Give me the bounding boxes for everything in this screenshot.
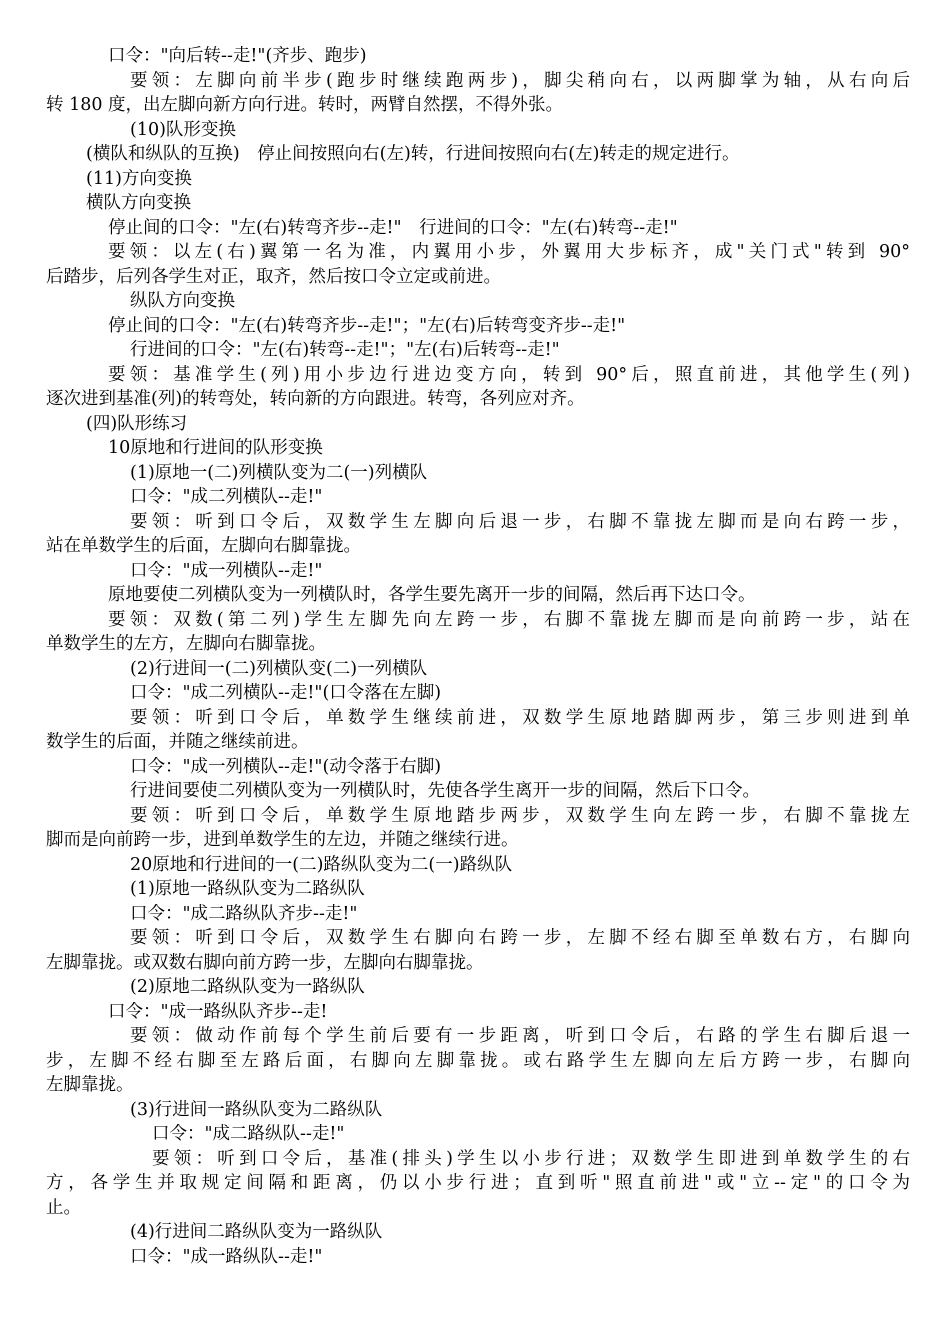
text-line: 停止间的口令："左(右)转弯齐步--走!"；"左(右)后转弯变齐步--走!" (108, 315, 626, 336)
document-body (0, 44, 950, 1269)
text-line: 口令："成一路纵队齐步--走! (108, 1001, 328, 1022)
text-line: 止。 (46, 1197, 81, 1218)
text-line: 转 180 度，出左脚向新方向行进。转时，两臂自然摆，不得外张。 (46, 95, 564, 115)
text-line: 数学生的后面，并随之继续前进。 (46, 732, 309, 752)
text-line: 20原地和行进间的一(二)路纵队变为二(一)路纵队 (130, 854, 513, 875)
text-line: 要领：双数(第二列)学生左脚先向左跨一步，右脚不靠拢左脚而是向前跨一步，站在 (108, 609, 910, 630)
text-line: 单数学生的左方，左脚向右脚靠拢。 (46, 634, 326, 654)
text-line: (10)队形变换 (130, 119, 236, 140)
text-line: (11)方向变换 (86, 168, 192, 189)
text-line: 后踏步，后列各学生对正，取齐，然后按口令立定或前进。 (46, 266, 501, 287)
text-line: (4)行进间二路纵队变为一路纵队 (130, 1222, 383, 1242)
text-line: 要领：听到口令后，单数学生继续前进，双数学生原地踏脚两步，第三步则进到单 (130, 707, 910, 728)
text-line: (1)原地一(二)列横队变为二(一)列横队 (130, 462, 428, 483)
text-line: 10原地和行进间的队形变换 (108, 438, 323, 458)
text-line: 口令："成一列横队--走!"(动令落于右脚) (130, 756, 442, 777)
text-line: 停止间的口令："左(右)转弯齐步--走!" 行进间的口令："左(右)转弯--走!" (108, 217, 678, 238)
text-line: 口令："成二列横队--走!"(口令落在左脚) (130, 683, 442, 703)
text-line: (3)行进间一路纵队变为二路纵队 (130, 1099, 383, 1120)
text-line: 方，各学生并取规定间隔和距离，仍以小步行进；直到听"照直前进"或"立--定"的口令为 (46, 1173, 910, 1193)
text-line: 要领：听到口令后，双数学生左脚向后退一步，右脚不靠拢左脚而是向右跨一步， (130, 511, 910, 532)
text-line: 要领：做动作前每个学生前后要有一步距离，听到口令后，右路的学生右脚后退一 (130, 1026, 910, 1046)
text-line: 口令："成二路纵队齐步--走!" (130, 903, 358, 924)
text-line: 纵队方向变换 (130, 291, 235, 311)
text-line: 要领：以左(右)翼第一名为准，内翼用小步，外翼用大步标齐，成"关门式"转到 90° (108, 242, 910, 262)
text-line: 步，左脚不经右脚至左路后面，右脚向左脚靠拢。或右路学生左脚向左后方跨一步，右脚向 (46, 1050, 910, 1071)
text-line: 行进间的口令："左(右)转弯--走!"；"左(右)后转弯--走!" (130, 340, 560, 360)
text-line: (1)原地一路纵队变为二路纵队 (130, 879, 365, 899)
text-line: 行进间要使二列横队变为一列横队时，先使各学生离开一步的间隔，然后下口令。 (130, 781, 760, 801)
text-line: 要领：基准学生(列)用小步边行进边变方向，转到 90°后，照直前进，其他学生(列) (108, 364, 910, 385)
text-line: 要领：听到口令后，双数学生右脚向右跨一步，左脚不经右脚至单数右方，右脚向 (130, 928, 910, 948)
text-line: (2)行进间一(二)列横队变(二)一列横队 (130, 658, 428, 679)
text-line: 原地要使二列横队变为一列横队时，各学生要先离开一步的间隔，然后再下达口令。 (108, 585, 756, 605)
text-line: 口令："成一路纵队--走!" (130, 1246, 323, 1267)
text-line: (四)队形练习 (86, 413, 188, 434)
text-line: 脚而是向前跨一步，进到单数学生的左边，并随之继续行进。 (46, 830, 519, 850)
text-line: (2)原地二路纵队变为一路纵队 (130, 977, 365, 997)
text-line: 逐次进到基准(列)的转弯处，转向新的方向跟进。转弯，各列应对齐。 (46, 389, 585, 409)
text-line: 口令："成二列横队--走!" (130, 487, 323, 507)
text-line: 口令："向后转--走!"(齐步、跑步) (108, 46, 367, 66)
text-line: 横队方向变换 (86, 193, 191, 213)
text-line: 要领：听到口令后，基准(排头)学生以小步行进；双数学生即进到单数学生的右 (152, 1148, 910, 1169)
text-line: 口令："成二路纵队--走!" (152, 1124, 345, 1144)
text-line: 左脚靠拢。 (46, 1075, 134, 1095)
text-line: 站在单数学生的后面，左脚向右脚靠拢。 (46, 536, 361, 556)
text-line: 左脚靠拢。或双数右脚向前方跨一步，左脚向右脚靠拢。 (46, 952, 484, 973)
text-line: 要领：听到口令后，单数学生原地踏步两步，双数学生向左跨一步，右脚不靠拢左 (130, 805, 910, 826)
text-line: 要领：左脚向前半步(跑步时继续跑两步)，脚尖稍向右，以两脚掌为轴，从右向后 (130, 70, 910, 91)
text-line: (横队和纵队的互换) 停止间按照向右(左)转，行进间按照向右(左)转走的规定进行。 (86, 144, 740, 164)
text-line: 口令："成一列横队--走!" (130, 560, 323, 581)
